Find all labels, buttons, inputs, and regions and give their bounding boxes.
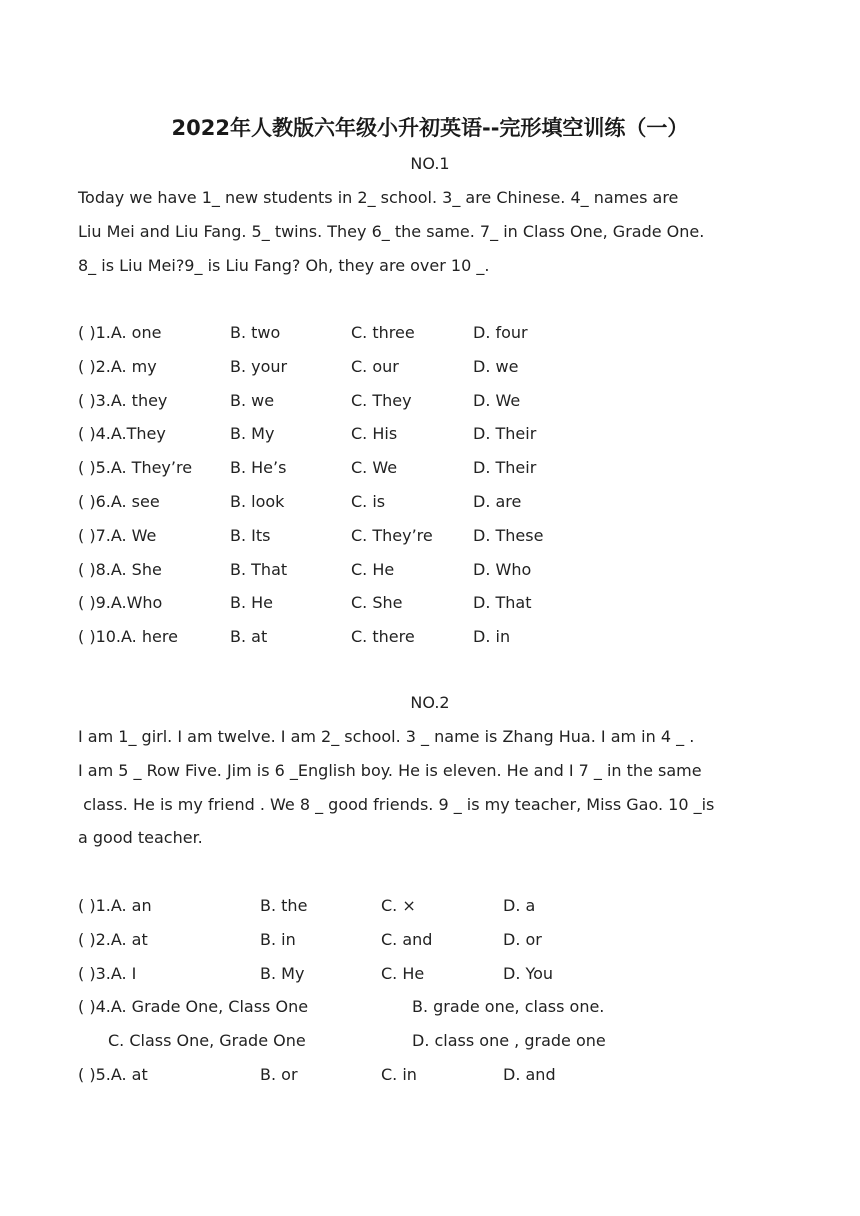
option-a: ( )2.A. at bbox=[78, 929, 148, 949]
passage-line: I am 1_ girl. I am twelve. I am 2_ school. 3 _ name is Zhang Hua. I am in 4 _ . bbox=[78, 727, 695, 746]
option-c: C. and bbox=[381, 929, 433, 949]
page-title: 2022年人教版六年级小升初英语--完形填空训练（一） bbox=[171, 116, 689, 140]
option-d: D. Their bbox=[473, 458, 537, 478]
option-d: D. That bbox=[473, 593, 532, 613]
option-b: B. two bbox=[230, 323, 281, 342]
option-d: D. four bbox=[473, 323, 528, 342]
option-c: C. He bbox=[381, 963, 425, 983]
option-c: C. We bbox=[351, 458, 398, 478]
option-b: B. we bbox=[230, 390, 275, 410]
option-c: C. our bbox=[351, 356, 399, 376]
passage-line: class. He is my friend . We 8 _ good friends. 9 _ is my teacher, Miss Gao. 10 _is bbox=[78, 794, 715, 814]
option-d: D. You bbox=[503, 963, 554, 983]
option-b: B. the bbox=[260, 896, 308, 915]
option-a: ( )5.A. at bbox=[78, 1064, 148, 1084]
option-c: C. × bbox=[381, 896, 416, 915]
option-b: B. your bbox=[230, 356, 288, 376]
option-c: C. She bbox=[351, 593, 403, 613]
option-d: D. or bbox=[503, 929, 542, 949]
option-b: B. or bbox=[260, 1064, 298, 1084]
option-b: B. look bbox=[230, 491, 285, 511]
option-a: ( )3.A. I bbox=[78, 963, 137, 983]
option-a: ( )9.A.Who bbox=[78, 593, 163, 613]
option-d: D. Their bbox=[473, 424, 537, 444]
option-a: ( )1.A. one bbox=[78, 323, 162, 342]
option-d: D. we bbox=[473, 356, 519, 376]
option-b: B. in bbox=[260, 929, 296, 949]
option-c: C. He bbox=[351, 559, 395, 579]
option-a: ( )1.A. an bbox=[78, 896, 152, 915]
option-b: B. grade one, class one. bbox=[412, 997, 605, 1017]
option-b: B. My bbox=[230, 424, 275, 444]
passage-no2 bbox=[78, 720, 798, 855]
option-c: C. there bbox=[351, 627, 415, 647]
option-c: C. is bbox=[351, 491, 386, 511]
option-d: D. in bbox=[473, 627, 511, 647]
passage-line: Liu Mei and Liu Fang. 5_ twins. They 6_ the same. 7_ in Class One, Grade One. bbox=[78, 221, 705, 241]
option-a: ( )5.A. They’re bbox=[78, 458, 193, 478]
option-a: ( )2.A. my bbox=[78, 356, 157, 376]
option-d: D. These bbox=[473, 525, 544, 545]
option-d: D. Who bbox=[473, 559, 532, 579]
option-c: C. Class One, Grade One bbox=[108, 1031, 306, 1051]
option-a: ( )3.A. they bbox=[78, 390, 168, 410]
option-a: ( )8.A. She bbox=[78, 559, 162, 579]
option-d: D. are bbox=[473, 491, 522, 511]
option-b: B. He’s bbox=[230, 458, 287, 478]
option-c: C. in bbox=[381, 1064, 417, 1084]
passage-line: I am 5 _ Row Five. Jim is 6 _English boy. He is eleven. He and I 7 _ in the same bbox=[78, 760, 702, 780]
option-d: D. We bbox=[473, 390, 521, 410]
option-a: ( )10.A. here bbox=[78, 627, 178, 647]
option-a: ( )7.A. We bbox=[78, 525, 157, 545]
option-d: D. and bbox=[503, 1064, 556, 1084]
option-b: B. That bbox=[230, 559, 288, 579]
option-b: B. He bbox=[230, 593, 274, 613]
passage-line: a good teacher. bbox=[78, 828, 203, 848]
section-heading-no1: NO.1 bbox=[410, 154, 450, 173]
option-d: D. class one , grade one bbox=[412, 1031, 606, 1051]
passage-line: Today we have 1_ new students in 2_ school. 3_ are Chinese. 4_ names are bbox=[78, 188, 679, 207]
passage-no1 bbox=[78, 181, 798, 282]
passage-line: 8_ is Liu Mei?9_ is Liu Fang? Oh, they are over 10 _. bbox=[78, 255, 490, 275]
option-a: ( )4.A.They bbox=[78, 424, 166, 444]
option-c: C. They’re bbox=[351, 525, 433, 545]
option-b: B. My bbox=[260, 963, 305, 983]
option-a: ( )6.A. see bbox=[78, 491, 160, 511]
section-heading-no2: NO.2 bbox=[410, 693, 450, 712]
option-b: B. Its bbox=[230, 525, 271, 545]
option-c: C. three bbox=[351, 323, 415, 342]
option-d: D. a bbox=[503, 896, 536, 915]
option-c: C. They bbox=[351, 390, 412, 410]
option-a: ( )4.A. Grade One, Class One bbox=[78, 997, 309, 1017]
option-c: C. His bbox=[351, 424, 398, 444]
option-b: B. at bbox=[230, 627, 268, 647]
